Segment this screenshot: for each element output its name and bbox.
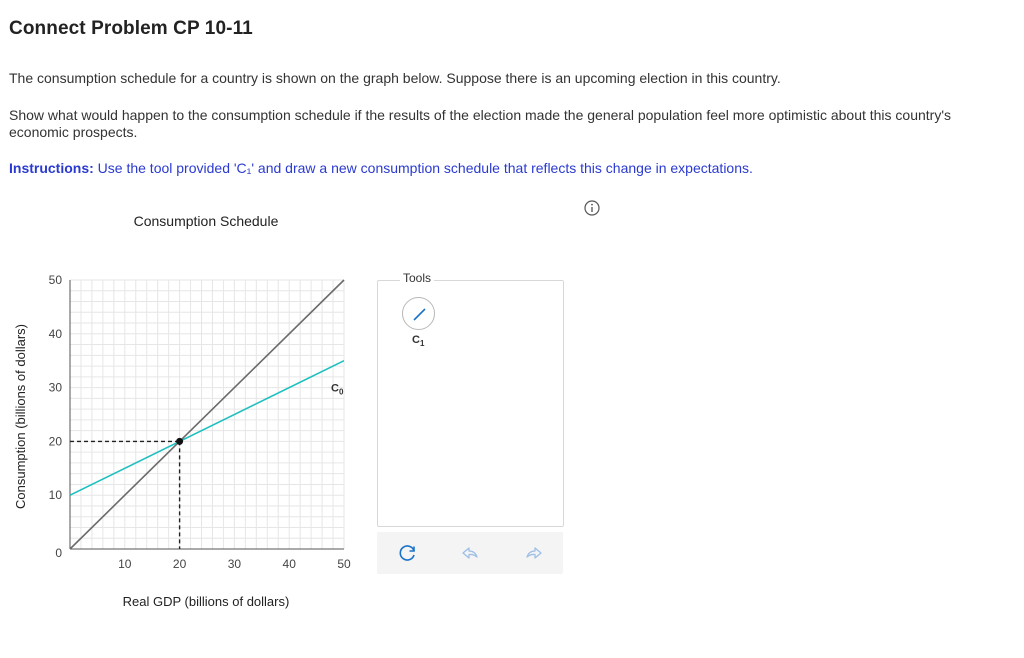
x-tick-label: 30 <box>227 557 242 571</box>
tools-title: Tools <box>400 271 434 285</box>
y-tick-label: 40 <box>48 326 62 341</box>
y-tick-label: 10 <box>48 488 62 503</box>
x-tick-label: 10 <box>118 557 132 571</box>
x-tick-label: 50 <box>337 557 351 571</box>
c1-line-tool-button[interactable] <box>402 297 435 330</box>
y-axis-label: Consumption (billions of dollars) <box>13 324 28 509</box>
series-label-c0: $C_0$ <box>331 382 344 397</box>
undo-icon[interactable] <box>459 542 481 564</box>
c1-tool-label-sub: 1 <box>419 339 425 349</box>
consumption-chart[interactable] <box>0 200 370 630</box>
x-tick-label: 20 <box>172 557 187 571</box>
info-icon[interactable] <box>584 200 600 216</box>
x-axis-label: Real GDP (billions of dollars) <box>122 594 290 609</box>
y-tick-label: 0 <box>55 546 62 560</box>
problem-paragraph-2: Show what would happen to the consumption schedule if the results of the election made the general population feel more optimistic about this country's economic prospects. <box>9 107 952 140</box>
chart-title: Consumption Schedule <box>133 213 279 229</box>
redo-icon[interactable] <box>523 542 545 564</box>
reset-icon[interactable] <box>397 542 419 564</box>
line-45-degree <box>70 280 344 549</box>
c1-tool-label <box>412 334 424 348</box>
instructions-label: Instructions: <box>9 160 94 176</box>
x-tick-label: 40 <box>282 557 296 571</box>
problem-paragraph-1: The consumption schedule for a country is shown on the graph below. Suppose there is an upcoming election in this country. <box>9 70 781 86</box>
y-tick-label: 30 <box>48 380 62 395</box>
y-tick-label: 50 <box>48 273 62 287</box>
instructions-text: Use the tool provided 'C₁' and draw a new consumption schedule that reflects this change in expectations. <box>93 160 753 176</box>
consumption-line-c0 <box>70 361 344 496</box>
action-bar <box>377 532 563 574</box>
equilibrium-point <box>176 438 183 445</box>
line-tool-icon <box>403 298 436 331</box>
c1-tool-label-main: C <box>412 334 420 346</box>
page-title: Connect Problem CP 10-11 <box>9 18 253 39</box>
y-tick-label: 20 <box>48 434 62 449</box>
instructions <box>9 160 969 177</box>
